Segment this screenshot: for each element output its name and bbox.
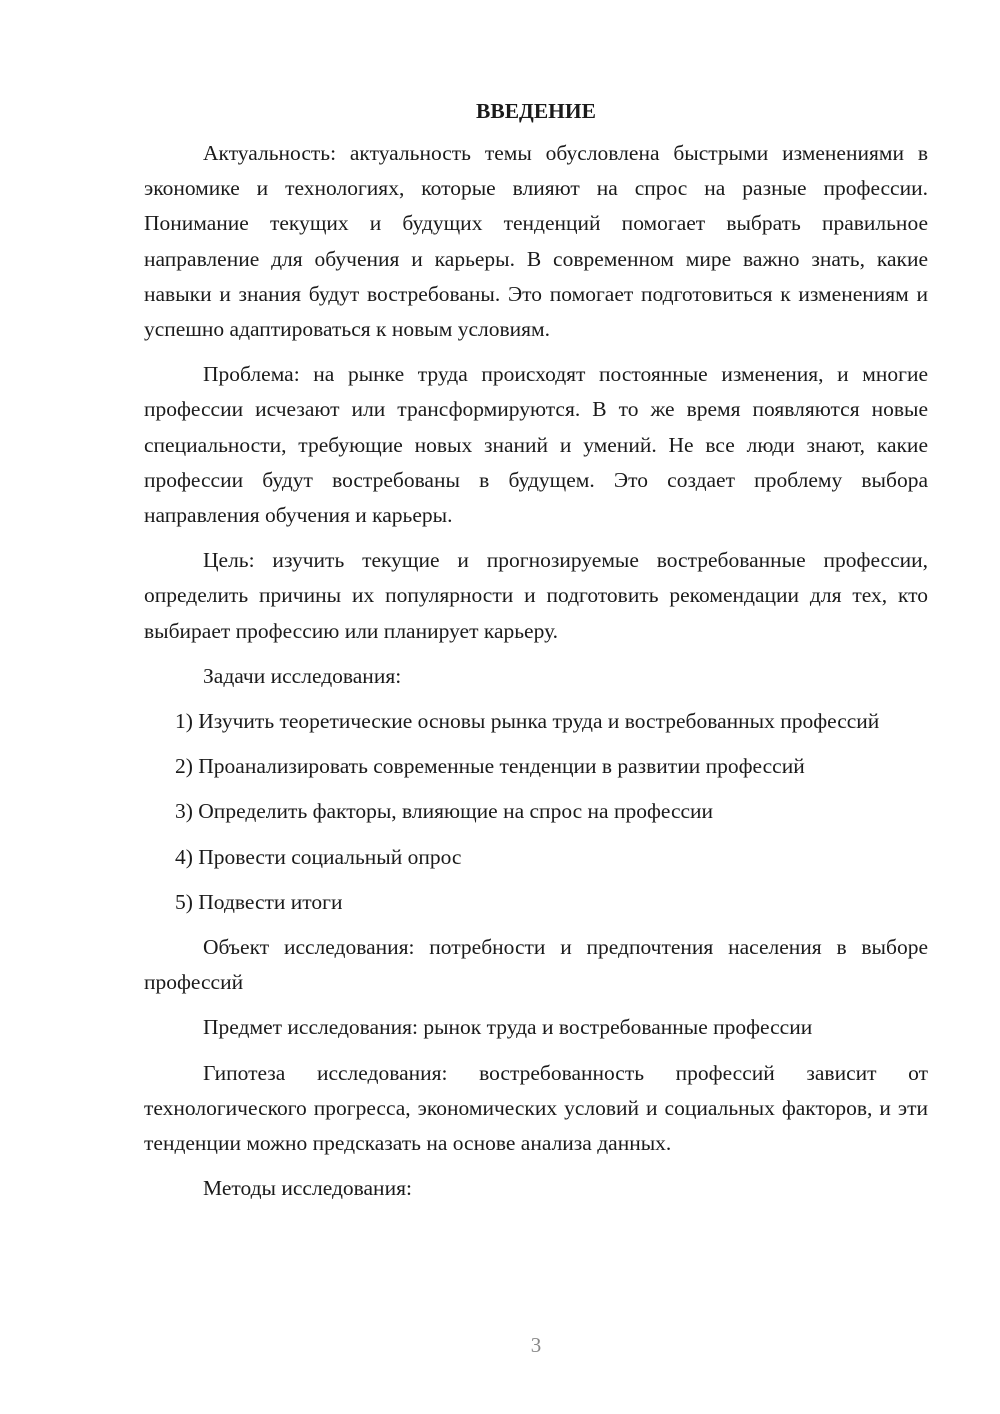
task-item-2: 2) Проанализировать современные тенденции в развитии профессий <box>175 754 805 779</box>
tasks-heading: Задачи исследования: <box>203 663 402 688</box>
problem-paragraph: Проблема: на рынке труда происходят постоянные изменения, и многие профессии исчезают или трансформируются. В то же время появляются новые специальности, требующие новых знаний и умений. Не все люди знают, какие профессии будут востребованы в будущем. Это создает проблему выбора направления обучения и карьеры. <box>144 362 928 528</box>
object-paragraph: Объект исследования: потребности и предпочтения населения в выборе профессий <box>144 935 928 995</box>
page-number: 3 <box>530 1333 542 1357</box>
subject-paragraph: Предмет исследования: рынок труда и востребованные профессии <box>203 1015 813 1040</box>
methods-heading: Методы исследования: <box>203 1176 412 1201</box>
task-item-3: 3) Определить факторы, влияющие на спрос на профессии <box>175 799 714 824</box>
section-title: ВВЕДЕНИЕ <box>476 99 596 123</box>
relevance-paragraph: Актуальность: актуальность темы обусловлена быстрыми изменениями в экономике и технологиях, которые влияют на спрос на разные профессии. Понимание текущих и будущих тенденций помогает выбрать правильное направление для обучения и карьеры. В современном мире важно знать, какие навыки и знания будут востребованы. Это помогает подготовиться к изменениям и успешно адаптироваться к новым условиям. <box>144 141 928 342</box>
task-item-4: 4) Провести социальный опрос <box>175 844 462 869</box>
document-page <box>144 96 928 1216</box>
task-item-1: 1) Изучить теоретические основы рынка труда и востребованных профессий <box>175 709 880 734</box>
task-item-5: 5) Подвести итоги <box>175 889 343 914</box>
goal-paragraph: Цель: изучить текущие и прогнозируемые востребованные профессии, определить причины их популярности и подготовить рекомендации для тех, кто выбирает профессию или планирует карьеру. <box>144 548 928 643</box>
hypothesis-paragraph: Гипотеза исследования: востребованность профессий зависит от технологического прогресса, экономических условий и социальных факторов, и эти тенденции можно предсказать на основе анализа данных. <box>144 1060 928 1156</box>
